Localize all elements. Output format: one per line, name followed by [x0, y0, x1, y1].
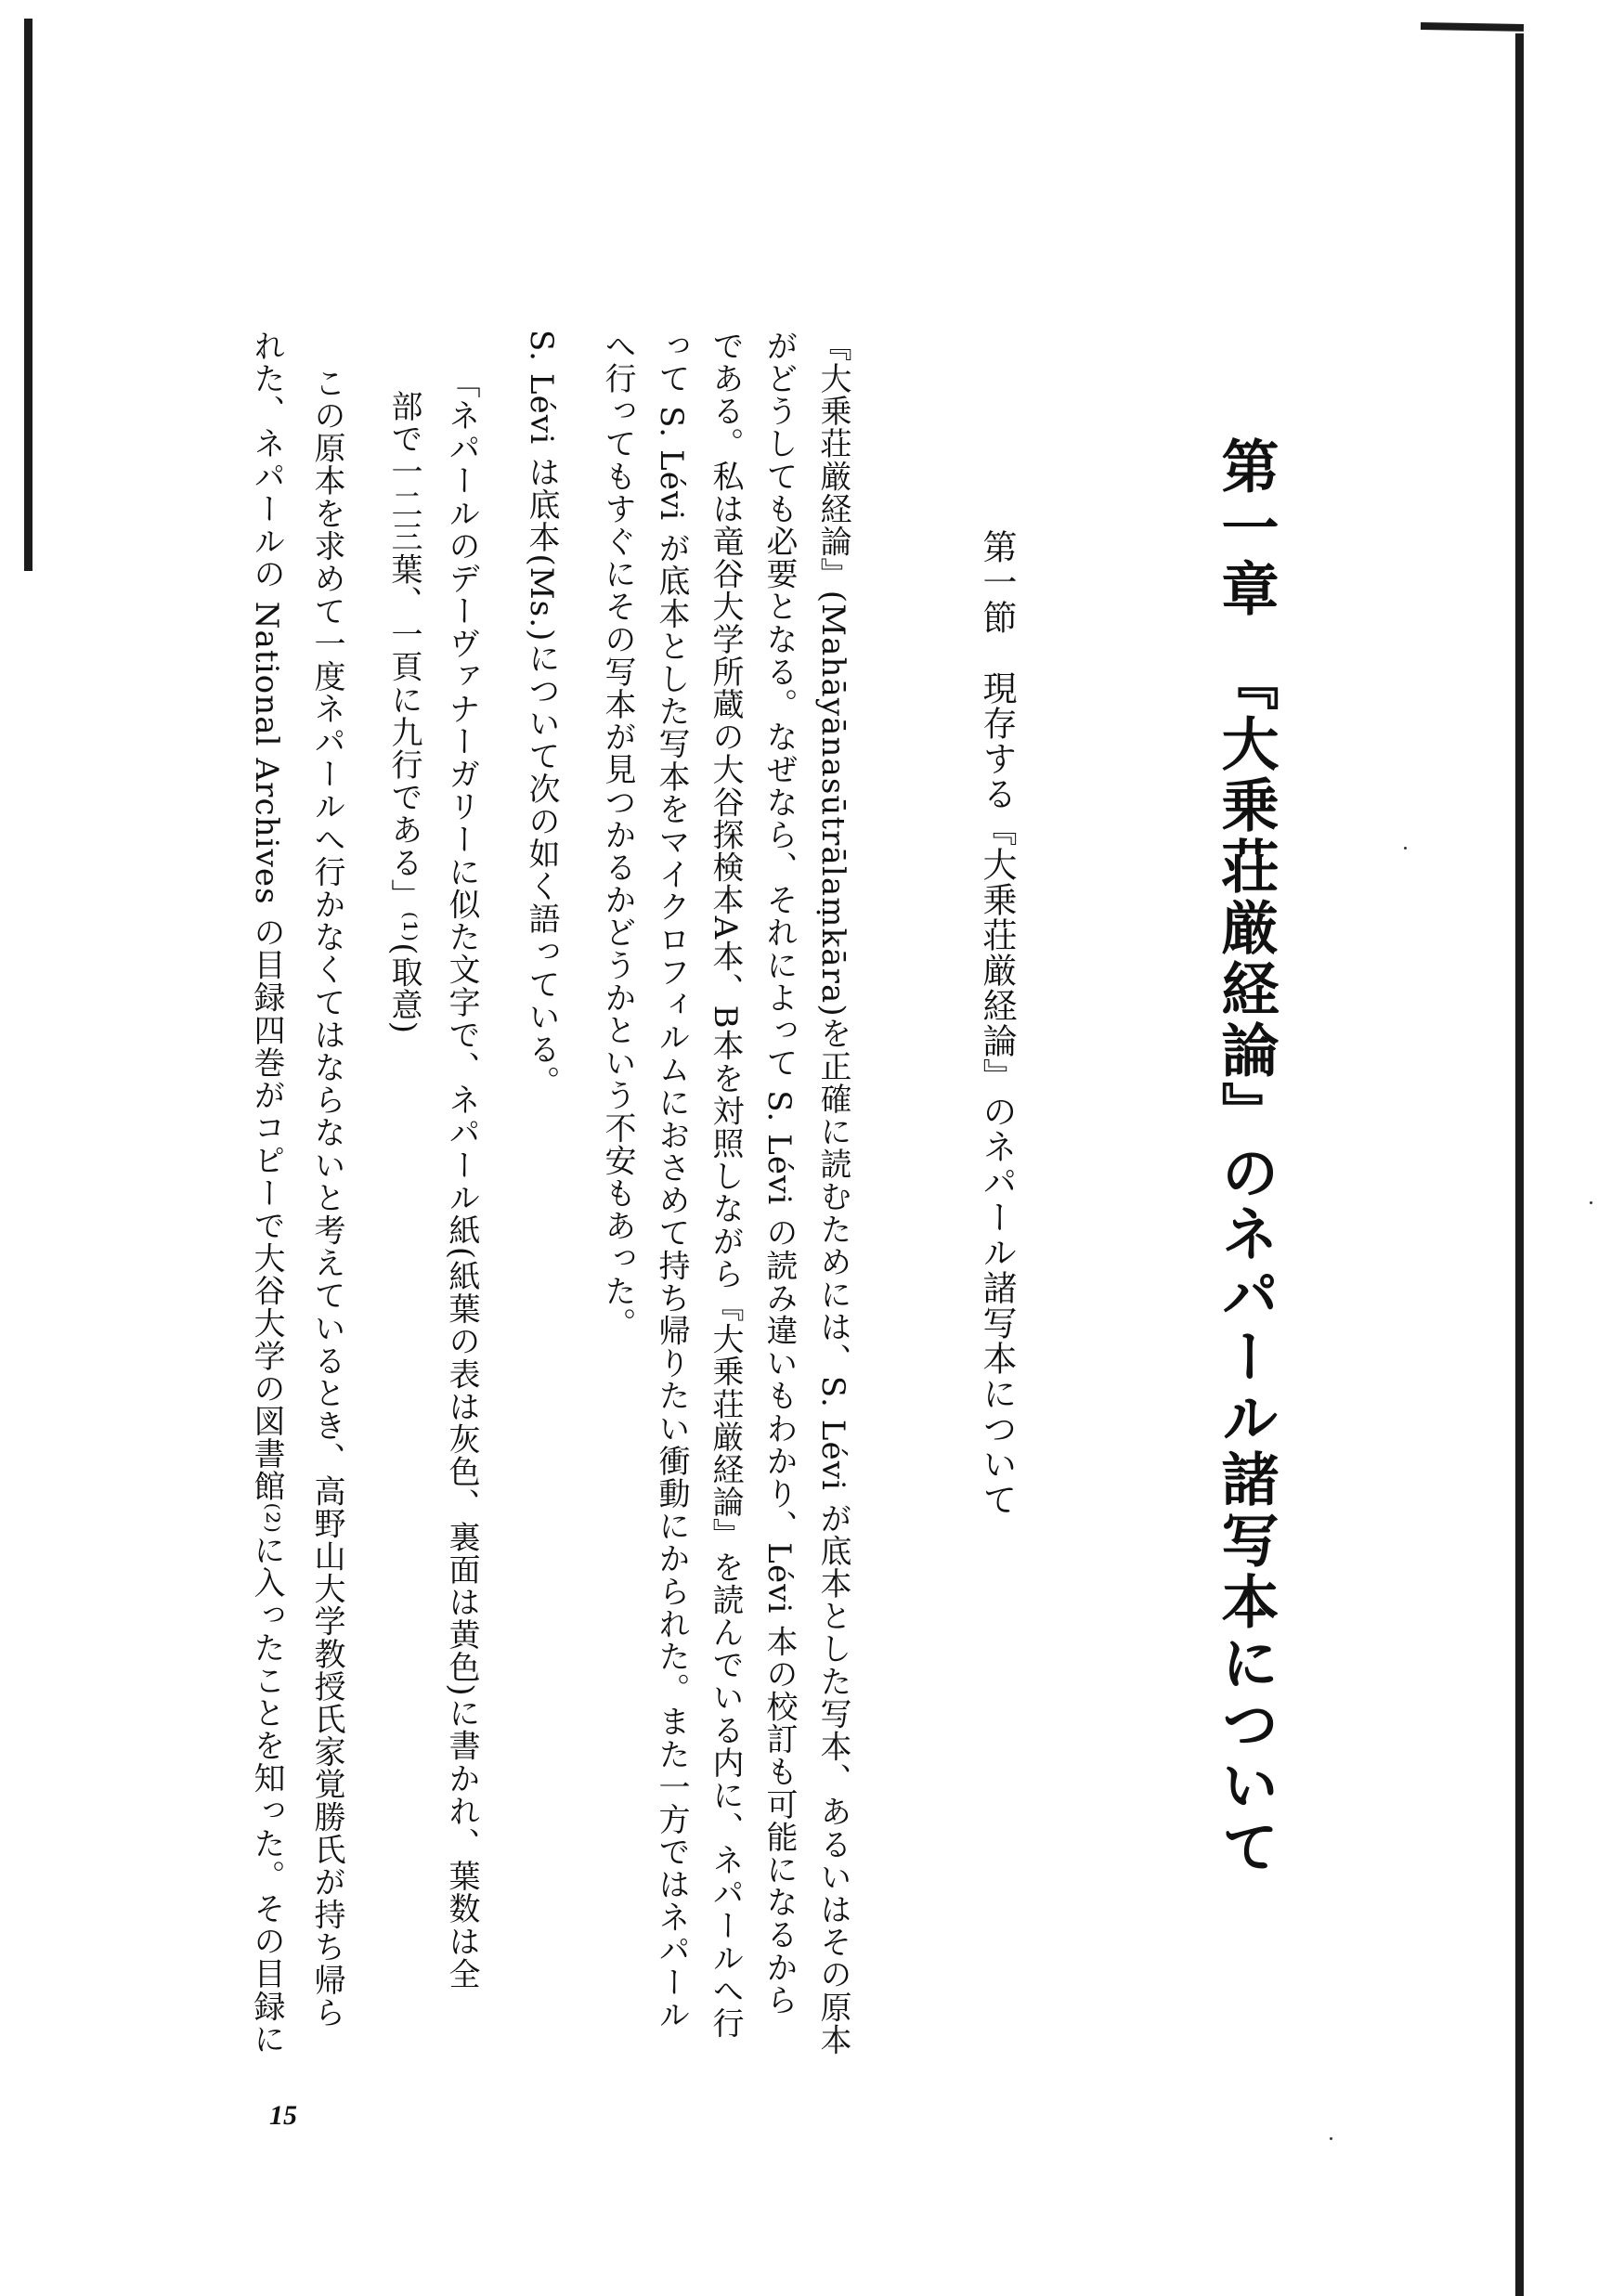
body-column-2: がどうしても必要となる。なぜなら、それによって S. Lévi の読み違いもわかり、Lévi 本の校訂も可能になるから — [760, 330, 798, 2017]
scan-speck — [1590, 1201, 1592, 1204]
body-column-1: 『大乗荘厳経論』(Mahāyānasūtrālaṃkāra)を正確に読むためには、S. Lévi が底本とした写本、あるいはその原本 — [814, 330, 851, 2056]
page-number: 15 — [269, 2100, 297, 2131]
body-column-8: 部で一二三葉、一頁に九行である」⁽¹⁾(取意) — [385, 390, 422, 1035]
scan-edge-right — [1515, 33, 1524, 2296]
body-column-9: この原本を求めて一度ネパールへ行かなくてはならないと考えているとき、高野山大学教授氏家覚勝氏が持ち帰ら — [308, 367, 345, 2030]
body-column-3: である。私は竜谷大学所蔵の大谷探検本A本、B本を対照しながら『大乗荘厳経論』を読んでいる内に、ネパールへ行 — [707, 330, 744, 2040]
body-column-5: へ行ってもすぐにその写本が見つかるかどうかという不安もあった。 — [599, 330, 636, 1341]
body-column-4: って S. Lévi が底本とした写本をマイクロフィルムにおさめて持ち帰りたい衝動にかられた。また一方ではネパール — [653, 330, 690, 2031]
scan-edge-left — [24, 19, 32, 571]
scan-edge-top — [1421, 22, 1524, 32]
scan-speck — [1330, 2137, 1332, 2140]
body-column-10: れた、ネパールの National Archives の目録四巻がコピーで大谷大学の図書館⁽²⁾に入ったことを知った。その目録に — [248, 330, 285, 2056]
section-title: 第一節 現存する『大乗荘厳経論』のネパール諸写本について — [977, 529, 1017, 1517]
body-column-7: 「ネパールのデーヴァナーガリーに似た文字で、ネパール紙(紙葉の表は灰色、裏面は黄色)に書かれ、葉数は全 — [443, 367, 480, 1991]
scan-speck — [1404, 847, 1407, 850]
chapter-title: 第一章 『大乗荘厳経論』のネパール諸写本について — [1212, 436, 1280, 1878]
body-column-6: S. Lévi は底本(Ms.)について次の如く語っている。 — [523, 330, 560, 1098]
